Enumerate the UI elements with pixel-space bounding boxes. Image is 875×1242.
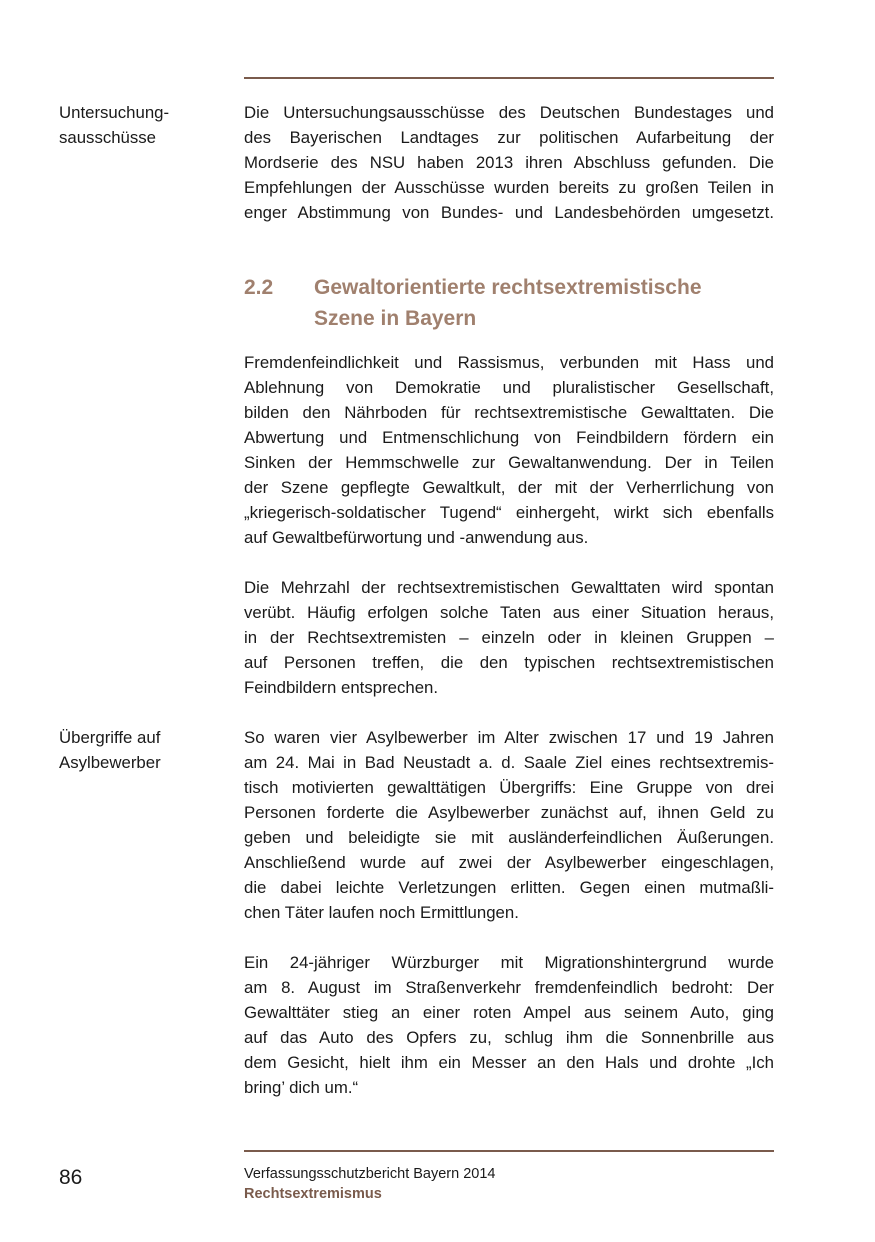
text-line: „kriegerisch-soldatischer Tugend“ einhergeht, wirkt sich ebenfalls (244, 503, 774, 522)
paragraph-wuerzburger (244, 950, 774, 1100)
text-line: die dabei leichte Verletzungen erlitten. Gegen einen mutmaßli- (244, 878, 774, 897)
section-title-line: Gewaltorientierte rechtsextremistische (314, 276, 702, 299)
margin-note-line: sausschüsse (59, 128, 157, 147)
text-line: Feindbildern entsprechen. (244, 678, 439, 697)
text-line: bring’ dich um.“ (244, 1078, 359, 1097)
page-footer (244, 1164, 774, 1204)
text-line: dem Gesicht, hielt ihm ein Messer an den Hals und drohte „Ich (244, 1053, 774, 1072)
text-line: geben und beleidigte sie mit ausländerfeindlichen Äußerungen. (244, 828, 774, 847)
margin-note-line: Übergriffe auf (59, 728, 161, 747)
section-title-line: Szene in Bayern (314, 307, 477, 330)
text-line: chen Täter laufen noch Ermittlungen. (244, 903, 519, 922)
paragraph-fremdenfeindlichkeit (244, 350, 774, 550)
text-line: bilden den Nährboden für rechtsextremistische Gewalttaten. Die (244, 403, 774, 422)
text-line: des Bayerischen Landtages zur politischen Aufarbeitung der (244, 128, 774, 147)
text-line: Die Mehrzahl der rechtsextremistischen Gewalttaten wird spontan (244, 578, 774, 597)
text-line: Ablehnung von Demokratie und pluralistischer Gesellschaft, (244, 378, 774, 397)
section-number: 2.2 (244, 276, 274, 299)
text-line: Gewalttäter stieg an einer roten Ampel aus seinem Auto, ging (244, 1003, 774, 1022)
margin-note-line: Asylbewerber (59, 753, 161, 772)
margin-note-line: Untersuchung- (59, 103, 170, 122)
text-line: Mordserie des NSU haben 2013 ihren Abschluss gefunden. Die (244, 153, 774, 172)
footer-section: Rechtsextremismus (244, 1186, 382, 1202)
text-line: verübt. Häufig erfolgen solche Taten aus einer Situation heraus, (244, 603, 774, 622)
text-line: auf Personen treffen, die den typischen rechtsextremistischen (244, 653, 774, 672)
page-number: 86 (59, 1166, 83, 1189)
text-line: Abwertung und Entmenschlichung von Feindbildern fördern ein (244, 428, 774, 447)
text-line: Anschließend wurde auf zwei der Asylbewerber eingeschlagen, (244, 853, 774, 872)
text-line: auf Gewaltbefürwortung und -anwendung aus. (244, 528, 589, 547)
text-line: am 8. August im Straßenverkehr fremdenfeindlich bedroht: Der (244, 978, 774, 997)
top-rule (244, 77, 774, 79)
text-line: in der Rechtsextremisten – einzeln oder in kleinen Gruppen – (244, 628, 774, 647)
text-line: enger Abstimmung von Bundes- und Landesbehörden umgesetzt. (244, 203, 774, 222)
text-line: Ein 24-jähriger Würzburger mit Migrationshintergrund wurde (244, 953, 774, 972)
text-line: So waren vier Asylbewerber im Alter zwischen 17 und 19 Jahren (244, 728, 774, 747)
paragraph-untersuchungsausschuesse (244, 100, 774, 225)
text-line: Empfehlungen der Ausschüsse wurden bereits zu großen Teilen in (244, 178, 774, 197)
footer-publication: Verfassungsschutzbericht Bayern 2014 (244, 1166, 496, 1182)
section-title (314, 272, 774, 334)
margin-note-untersuchungsausschuesse (59, 100, 229, 150)
text-line: der Szene gepflegte Gewaltkult, der mit der Verherrlichung von (244, 478, 774, 497)
text-line: auf das Auto des Opfers zu, schlug ihm die Sonnenbrille aus (244, 1028, 774, 1047)
text-line: Personen forderte die Asylbewerber zunächst auf, ihnen Geld zu (244, 803, 774, 822)
text-line: tisch motivierten gewalttätigen Übergriffs: Eine Gruppe von drei (244, 778, 774, 797)
paragraph-mehrzahl (244, 575, 774, 700)
paragraph-asylbewerber (244, 725, 774, 925)
text-line: Fremdenfeindlichkeit und Rassismus, verbunden mit Hass und (244, 353, 774, 372)
text-line: am 24. Mai in Bad Neustadt a. d. Saale Ziel eines rechtsextremis- (244, 753, 774, 772)
margin-note-uebergriffe (59, 725, 229, 775)
text-line: Sinken der Hemmschwelle zur Gewaltanwendung. Der in Teilen (244, 453, 774, 472)
bottom-rule (244, 1150, 774, 1152)
text-line: Die Untersuchungsausschüsse des Deutschen Bundestages und (244, 103, 774, 122)
